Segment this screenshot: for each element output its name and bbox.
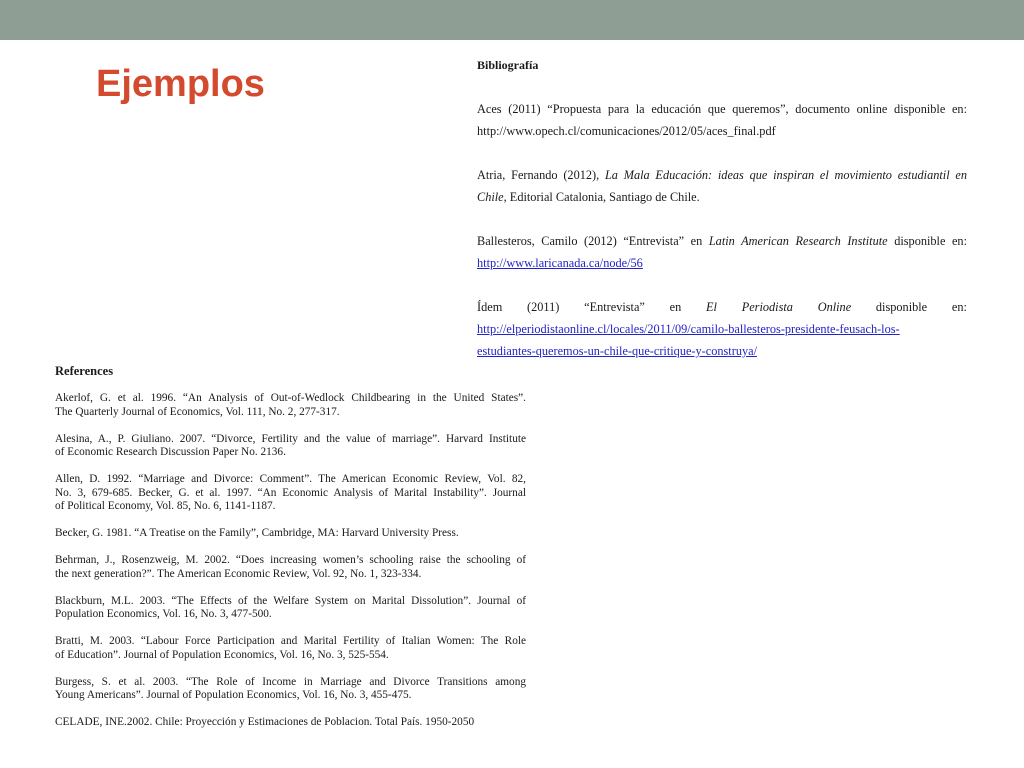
bib-link-container [477,340,967,362]
references-heading: References [55,364,114,378]
bib-link-container [477,318,967,340]
reference-line: of Political Economy, Vol. 85, No. 6, 1141-1187. [55,500,276,512]
bib-entry-idem [477,296,967,362]
bib-entry-ballesteros [477,230,967,274]
reference-entry [55,716,526,730]
top-banner [0,0,1024,40]
reference-line: Alesina, A., P. Giuliano. 2007. “Divorce, Fertility and the value of marriage”. Harvard Institute [55,432,526,445]
bib-link-container [477,252,967,274]
bib-word: disponible [875,300,928,314]
bib-link-laricanada[interactable]: http://www.laricanada.ca/node/56 [477,256,643,270]
bib-entry-text [477,230,967,252]
reference-line: The Quarterly Journal of Economics, Vol. 111, No. 2, 277-317. [55,405,340,418]
reference-line: Bratti, M. 2003. “Labour Force Participation and Marital Fertility of Italian Women: The Role [55,635,526,647]
bib-entry-url: http://www.opech.cl/comunicaciones/2012/05/aces_final.pdf [477,124,776,138]
bib-entry-atria [477,164,967,208]
reference-entry [55,433,526,460]
reference-line: Young Americans”. Journal of Population Economics, Vol. 16, No. 3, 455-475. [55,689,412,701]
bib-word: Ídem [477,300,503,314]
bib-author: Atria, Fernando (2012), [477,168,605,182]
reference-line: the next generation?”. The American Economic Review, Vol. 92, No. 1, 323-334. [55,567,422,580]
bibliografia-section [477,54,967,384]
bibliografia-heading: Bibliografía [477,58,539,72]
reference-entry [55,527,526,541]
reference-line: Allen, D. 1992. “Marriage and Divorce: Comment”. The American Economic Review, Vol. 82, [55,473,526,485]
bib-entry-aces [477,98,967,142]
references-section [55,362,526,743]
bib-entry-text [477,186,967,208]
bib-publisher: , Editorial Catalonia, Santiago de Chile. [503,190,700,204]
bib-word: Online [817,300,852,314]
bib-link-periodista-part1[interactable]: http://elperiodistaonline.cl/locales/2011/09/camilo-ballesteros-presidente-feusach-los- [477,322,900,336]
reference-entry [55,676,526,703]
bib-word: en: [951,300,967,314]
reference-line: Becker, G. 1981. “A Treatise on the Family”, Cambridge, MA: Harvard University Press. [55,527,459,539]
reference-line: Burgess, S. et al. 2003. “The Role of Income in Marriage and Divorce Transitions among [55,675,526,688]
bib-book-title-end: Chile [477,190,504,204]
reference-line: Blackburn, M.L. 2003. “The Effects of the Welfare System on Marital Dissolution”. Journal of [55,594,526,607]
reference-line: of Education”. Journal of Population Economics, Vol. 16, No. 3, 525-554. [55,648,389,661]
bib-word: Periodista [741,300,793,314]
bib-author: Ballesteros, Camilo (2012) “Entrevista” en [477,234,709,248]
reference-line: No. 3, 679-685. Becker, G. et al. 1997. “An Economic Analysis of Marital Instability”. Journal [55,486,526,499]
reference-line: CELADE, INE.2002. Chile: Proyección y Estimaciones de Poblacion. Total País. 1950-2050 [55,716,475,728]
bib-entry-text: Aces (2011) “Propuesta para la educación que queremos”, documento online disponible en: [477,102,967,116]
reference-entry [55,635,526,662]
reference-entry [55,595,526,622]
bib-entry-text [477,164,967,186]
slide-title: Ejemplos [96,63,265,105]
bib-word: en [669,300,682,314]
bib-word: “Entrevista” [584,300,645,314]
reference-line: Behrman, J., Rosenzweig, M. 2002. “Does increasing women’s schooling raise the schooling of [55,554,526,566]
bib-word: (2011) [527,300,560,314]
reference-line: Akerlof, G. et al. 1996. “An Analysis of Out-of-Wedlock Childbearing in the United States”. [55,392,526,404]
bib-link-periodista-part2[interactable]: estudiantes-queremos-un-chile-que-critique-y-construya/ [477,344,757,358]
bib-book-title: La Mala Educación: ideas que inspiran el movimiento estudiantil en [604,168,967,182]
reference-entry [55,554,526,581]
bib-source: Latin American Research Institute [708,234,888,248]
bib-available: disponible en: [887,234,967,248]
bib-word: El [706,300,717,314]
reference-line: Population Economics, Vol. 16, No. 3, 477-500. [55,608,272,620]
reference-line: of Economic Research Discussion Paper No. 2136. [55,446,286,458]
reference-entry [55,392,526,419]
reference-entry [55,473,526,514]
bib-entry-text [477,296,967,318]
